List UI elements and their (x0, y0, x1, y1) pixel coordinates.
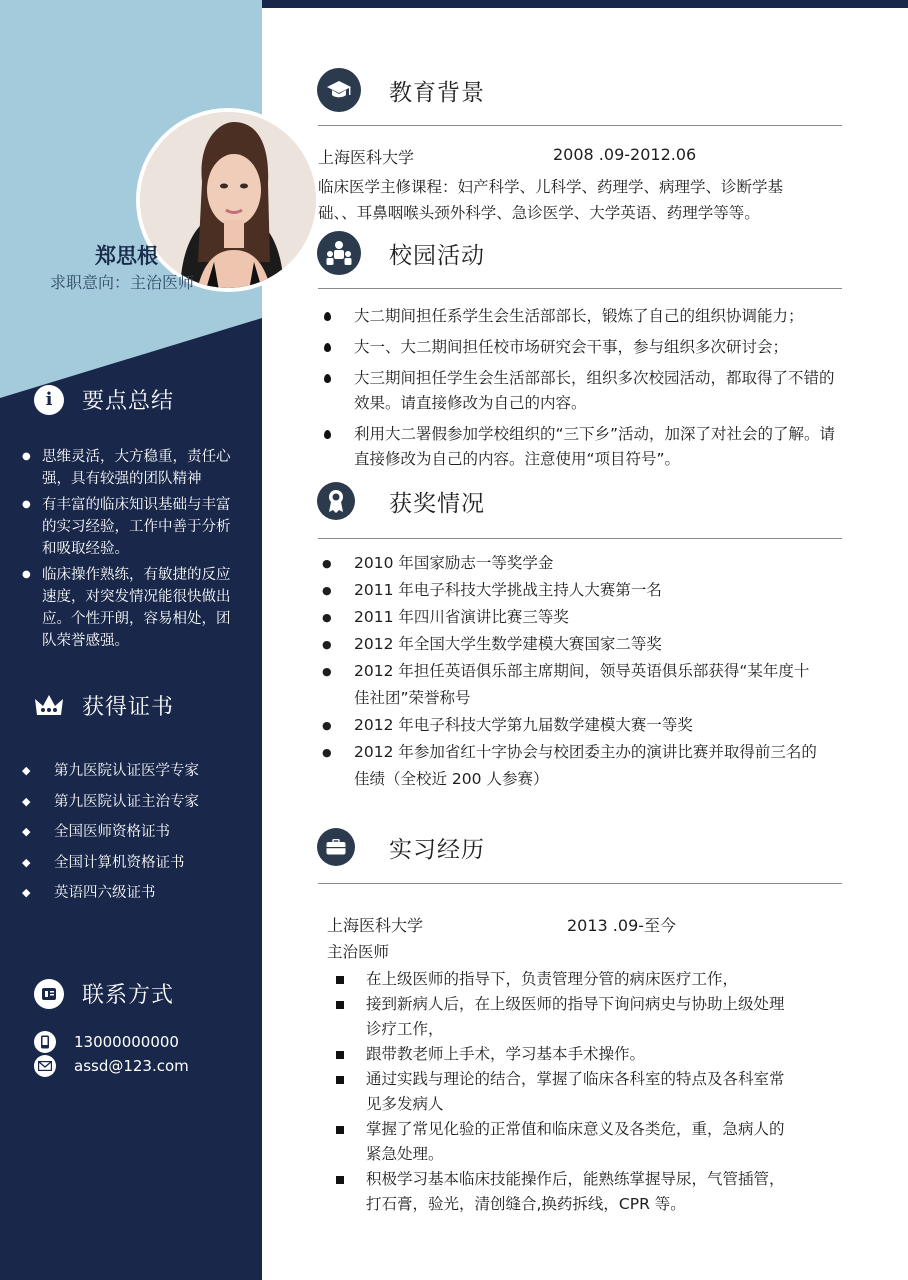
summary-item: ● 思维灵活，大方稳重，责任心强，具有较强的团队精神 (22, 446, 242, 490)
medal-icon (317, 482, 355, 520)
education-courses-line2: 础、、耳鼻咽喉头颈外科学、急诊医学、大学英语、药理学等等。 (318, 204, 760, 222)
phone-number: 13000000000 (74, 1033, 179, 1051)
certificate-item: ◆ 全国计算机资格证书 (22, 848, 252, 879)
award-item: ● 2012 年电子科技大学第九届数学建模大赛一等奖 (322, 712, 842, 739)
campus-item: 利用大二署假参加学校组织的“三下乡”活动，加深了对社会的了解。请直接修改为自己的内容。注意使用“项目符号”。 (322, 422, 842, 472)
campus-divider (318, 288, 842, 289)
contact-email (34, 1055, 189, 1077)
campus-item: 大三期间担任学生会生活部部长，组织多次校园活动，都取得了不错的效果。请直接修改为自己的内容。 (322, 366, 842, 416)
team-icon (317, 231, 361, 275)
award-item: ● 2011 年电子科技大学挑战主持人大赛第一名 (322, 577, 842, 604)
education-school: 上海医科大学 (318, 148, 415, 167)
internship-item: 掌握了常见化验的正常值和临床意义及各类危，重，急病人的紧急处理。 (330, 1117, 796, 1167)
award-item: ● 2012 年担任英语俱乐部主席期间，领导英语俱乐部获得“某年度十佳社团”荣誉称号 (322, 658, 824, 712)
awards-divider (318, 538, 842, 539)
internship-period: 2013 .09-至今 (567, 916, 677, 935)
top-accent-bar (262, 0, 908, 8)
campus-heading (317, 231, 485, 275)
campus-item: 大一、大二期间担任校市场研究会干事，参与组织多次研讨会； (322, 335, 842, 360)
mail-icon (34, 1055, 56, 1077)
internship-title: 实习经历 (389, 836, 485, 863)
internship-org: 上海医科大学 (327, 916, 424, 935)
summary-item: ● 有丰富的临床知识基础与丰富的实习经验，工作中善于分析和吸取经验。 (22, 494, 242, 560)
summary-title: 要点总结 (82, 389, 175, 414)
phone-icon (34, 1031, 56, 1053)
certificate-item: ◆ 全国医师资格证书 (22, 817, 252, 848)
summary-list (22, 446, 242, 656)
contact-card-icon (34, 979, 64, 1009)
awards-list (322, 550, 842, 793)
job-intent: 求职意向：主治医师 (50, 273, 195, 292)
campus-item: 大二期间担任系学生会生活部部长，锻炼了自己的组织协调能力； (322, 304, 842, 329)
education-heading (317, 68, 485, 112)
contact-heading (34, 978, 174, 1009)
certificate-item: ◆ 第九医院认证主治专家 (22, 787, 252, 818)
contact-title: 联系方式 (82, 983, 175, 1008)
internship-heading (317, 828, 485, 866)
education-courses-line1: 临床医学主修课程：妇产科学、儿科学、药理学、病理学、诊断学基 (318, 178, 784, 196)
certificates-heading (34, 690, 174, 721)
candidate-name: 郑思根 (95, 244, 158, 268)
briefcase-icon (317, 828, 355, 866)
award-item: ● 2012 年参加省红十字协会与校团委主办的演讲比赛并取得前三名的佳绩（全校近 200 人参赛） (322, 739, 824, 793)
internship-divider (318, 883, 842, 884)
crown-icon (34, 691, 64, 721)
info-icon: i (34, 385, 64, 415)
certificate-item: ◆ 第九医院认证医学专家 (22, 756, 252, 787)
campus-title: 校园活动 (389, 242, 485, 269)
internship-item: 通过实践与理论的结合，掌握了临床各科室的特点及各科室常见多发病人 (330, 1067, 796, 1117)
internship-role: 主治医师 (327, 943, 390, 961)
award-item: ● 2010 年国家励志一等奖学金 (322, 550, 842, 577)
education-period: 2008 .09-2012.06 (553, 145, 697, 164)
internship-item: 接到新病人后，在上级医师的指导下询问病史与协助上级处理诊疗工作， (330, 992, 796, 1042)
internship-list (330, 967, 834, 1217)
internship-item: 跟带教老师上手术，学习基本手术操作。 (330, 1042, 834, 1067)
campus-list (322, 304, 842, 472)
education-divider (318, 125, 842, 126)
email-address: assd@123.com (74, 1057, 189, 1075)
graduation-cap-icon (317, 68, 361, 112)
awards-heading (317, 482, 485, 520)
award-item: ● 2012 年全国大学生数学建模大赛国家二等奖 (322, 631, 842, 658)
internship-item: 积极学习基本临床技能操作后，能熟练掌握导尿，气管插管，打石膏，验光，清创缝合,换药拆线，CPR 等。 (330, 1167, 796, 1217)
certificate-item: ◆ 英语四六级证书 (22, 878, 252, 909)
internship-item: 在上级医师的指导下，负责管理分管的病床医疗工作， (330, 967, 834, 992)
awards-title: 获奖情况 (389, 490, 485, 517)
summary-heading (34, 384, 174, 415)
certificates-list (22, 756, 252, 909)
summary-item: ● 临床操作熟练，有敏捷的反应速度，对突发情况能很快做出应。个性开朗，容易相处，团队荣誉感强。 (22, 564, 242, 652)
education-title: 教育背景 (389, 79, 485, 106)
award-item: ● 2011 年四川省演讲比赛三等奖 (322, 604, 842, 631)
contact-phone (34, 1031, 179, 1053)
certificates-title: 获得证书 (82, 695, 175, 720)
